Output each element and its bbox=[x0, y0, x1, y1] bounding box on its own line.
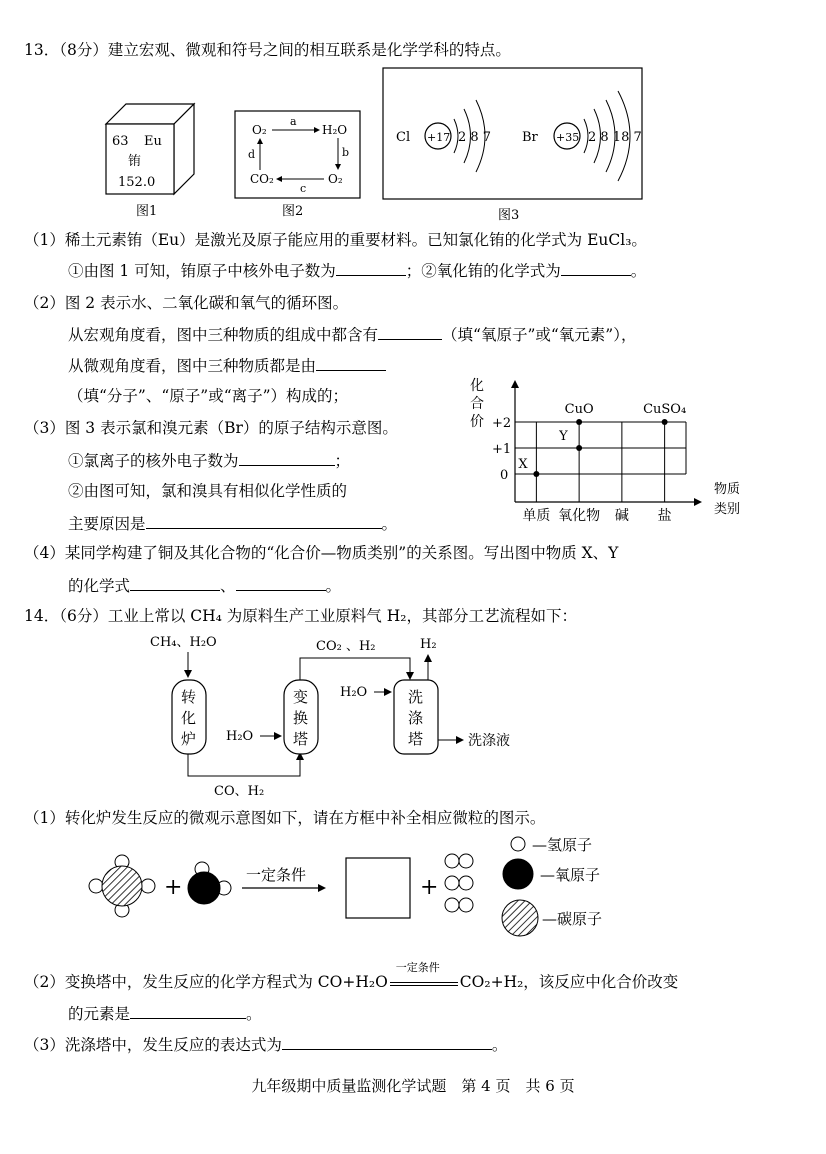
q14-p3-line: （3）洗涤塔中，发生反应的表达式为 。 bbox=[24, 1036, 508, 1054]
svg-text:炉: 炉 bbox=[181, 730, 197, 748]
process-flow-diagram bbox=[148, 628, 538, 800]
fig3-cl-shells: 2 8 7 bbox=[458, 130, 492, 145]
plus-sign-2: + bbox=[420, 875, 439, 900]
q13-p1-line2: ①由图 1 可知，铕原子中核外电子数为 ；②氧化铕的化学式为 。 bbox=[68, 262, 647, 280]
fig2-caption: 图2 bbox=[282, 204, 304, 219]
svg-text:类别: 类别 bbox=[714, 502, 741, 517]
flow-co2-h2: CO₂ 、H₂ bbox=[316, 639, 376, 654]
answer-blank-reason[interactable] bbox=[146, 513, 382, 529]
valence-category-chart bbox=[462, 374, 752, 526]
fig1-mass: 152.0 bbox=[118, 175, 156, 190]
svg-text:化: 化 bbox=[470, 378, 484, 394]
fig2-label-c: c bbox=[300, 182, 307, 195]
y-tick-label: +1 bbox=[492, 442, 512, 457]
svg-text:化: 化 bbox=[181, 709, 197, 727]
fig3-caption: 图3 bbox=[498, 208, 520, 223]
q13-p2-line4: （填“分子”、“原子”或“离子”）构成的； bbox=[68, 387, 349, 405]
fig3-cl: Cl bbox=[396, 130, 411, 145]
legend-hydrogen: —氢原子 bbox=[532, 836, 593, 854]
data-label: CuSO₄ bbox=[643, 402, 687, 417]
data-label: Y bbox=[559, 429, 568, 444]
q13-p3-line2: ①氯离子的核外电子数为 ； bbox=[68, 452, 351, 470]
figure-3-atomic-structures bbox=[382, 67, 644, 201]
fig2-o2-bottom: O₂ bbox=[328, 172, 343, 186]
q14-p1-line: （1）转化炉发生反应的微观示意图如下，请在方框中补全相应微粒的图示。 bbox=[24, 809, 546, 827]
answer-blank-y[interactable] bbox=[236, 575, 326, 591]
x-tick-label: 单质 bbox=[522, 508, 551, 524]
answer-blank-particle[interactable] bbox=[316, 355, 386, 371]
legend-carbon: —碳原子 bbox=[542, 910, 603, 928]
fig3-br: Br bbox=[522, 130, 538, 145]
micro-condition: 一定条件 bbox=[246, 866, 307, 884]
svg-text:涤: 涤 bbox=[408, 709, 424, 727]
methane-molecule bbox=[89, 855, 155, 917]
q13-p3-line3: ②由图可知，氯和溴具有相似化学性质的 bbox=[68, 482, 348, 500]
fig2-label-d: d bbox=[248, 148, 256, 161]
data-point-cuso bbox=[662, 419, 668, 425]
answer-blank-expression[interactable] bbox=[282, 1034, 492, 1050]
flow-h2o-1: H₂O bbox=[226, 729, 254, 744]
fig1-number: 63 bbox=[112, 134, 129, 149]
x-tick-label: 氧化物 bbox=[558, 508, 601, 524]
water-molecule bbox=[188, 862, 231, 904]
q14-header: 14．（6分）工业上常以 CH₄ 为原料生产工业原料气 H₂，其部分工艺流程如下： bbox=[24, 607, 577, 625]
flow-h2o-2: H₂O bbox=[340, 685, 368, 700]
legend-oxygen: —氧原子 bbox=[540, 866, 601, 884]
y-tick-label: +2 bbox=[492, 416, 512, 431]
fig2-h2o: H₂O bbox=[322, 123, 348, 137]
flow-h2-out: H₂ bbox=[420, 637, 437, 652]
fig2-label-a: a bbox=[290, 115, 297, 128]
answer-blank-oxygen[interactable] bbox=[378, 324, 442, 340]
answer-blank-eu-oxide[interactable] bbox=[561, 260, 631, 276]
svg-text:物质: 物质 bbox=[714, 482, 741, 497]
data-label: CuO bbox=[564, 402, 594, 417]
fig1-symbol: Eu bbox=[144, 134, 162, 149]
q13-p2-line3: 从微观角度看，图中三种物质都是由 bbox=[68, 355, 386, 376]
flow-output: 洗涤液 bbox=[468, 733, 510, 749]
micro-legend bbox=[502, 836, 602, 936]
answer-box-particles[interactable] bbox=[346, 858, 410, 918]
fig2-label-b: b bbox=[342, 146, 350, 159]
fig2-o2-top: O₂ bbox=[252, 123, 267, 137]
fig1-name: 铕 bbox=[128, 154, 142, 169]
x-tick-label: 盐 bbox=[657, 508, 672, 524]
figure-2-cycle bbox=[234, 110, 362, 200]
x-tick-label: 碱 bbox=[614, 508, 629, 524]
fig2-co2: CO₂ bbox=[250, 172, 274, 186]
data-point-y bbox=[576, 445, 582, 451]
q13-p3-line1: （3）图 3 表示氯和溴元素（Br）的原子结构示意图。 bbox=[24, 419, 398, 437]
fig3-br-shells: 2 8 18 7 bbox=[588, 130, 642, 145]
figure-1-element-cube bbox=[98, 100, 208, 200]
svg-text:塔: 塔 bbox=[408, 730, 424, 748]
q14-p2-line2: 的元素是 。 bbox=[68, 1005, 262, 1023]
chart-ylabel bbox=[470, 378, 484, 430]
fig1-caption: 图1 bbox=[136, 204, 158, 219]
answer-blank-cl-ion[interactable] bbox=[239, 450, 335, 466]
q13-p4-line1: （4）某同学构建了铜及其化合物的“化合价—物质类别”的关系图。写出图中物质 X、Y bbox=[24, 544, 619, 562]
answer-blank-electrons[interactable] bbox=[336, 260, 406, 276]
micro-reaction-diagram bbox=[84, 832, 644, 950]
svg-text:塔: 塔 bbox=[293, 730, 309, 748]
flow-input: CH₄、H₂O bbox=[150, 635, 217, 650]
q13-p4-line2: 的化学式 、 。 bbox=[68, 577, 342, 595]
chart-xlabel bbox=[714, 481, 740, 517]
answer-blank-x[interactable] bbox=[130, 575, 220, 591]
y-tick-label: 0 bbox=[500, 468, 509, 483]
svg-text:洗: 洗 bbox=[408, 688, 424, 706]
q13-header: 13．（8分）建立宏观、微观和符号之间的相互联系是化学学科的特点。 bbox=[24, 41, 511, 59]
q13-p1-line1: （1）稀土元素铕（Eu）是激光及原子能应用的重要材料。已知氯化铕的化学式为 EuCl₃。 bbox=[24, 231, 647, 249]
svg-text:价: 价 bbox=[470, 414, 484, 430]
data-label: X bbox=[518, 457, 528, 472]
plus-sign-1: + bbox=[164, 875, 183, 900]
svg-text:转: 转 bbox=[181, 688, 197, 706]
data-point-cuo bbox=[576, 419, 582, 425]
svg-text:变: 变 bbox=[293, 688, 309, 706]
svg-text:合: 合 bbox=[470, 396, 484, 412]
q14-p2-line1: （2）变换塔中，发生反应的化学方程式为 CO+H₂O 一定条件 CO₂+H₂，该反应中化合价改变 bbox=[24, 972, 678, 992]
equation-condition-arrow bbox=[388, 961, 460, 992]
q13-p2-line1: （2）图 2 表示水、二氧化碳和氧气的循环图。 bbox=[24, 294, 349, 312]
fig3-br-core: +35 bbox=[556, 131, 580, 144]
flow-co-h2: CO、H₂ bbox=[214, 784, 265, 799]
fig3-cl-core: +17 bbox=[427, 131, 451, 144]
equation-condition: 一定条件 bbox=[395, 961, 440, 974]
page-footer: 九年级期中质量监测化学试题 第 4 页 共 6 页 bbox=[251, 1077, 575, 1095]
hydrogen-molecules bbox=[445, 854, 473, 912]
q13-p2-line2: 从宏观角度看，图中三种物质的组成中都含有 （填“氧原子”或“氧元素”）， bbox=[68, 326, 637, 344]
data-point-x bbox=[533, 471, 539, 477]
svg-text:换: 换 bbox=[293, 709, 309, 727]
answer-blank-element[interactable] bbox=[130, 1003, 246, 1019]
q13-p3-line4: 主要原因是 。 bbox=[68, 515, 398, 533]
